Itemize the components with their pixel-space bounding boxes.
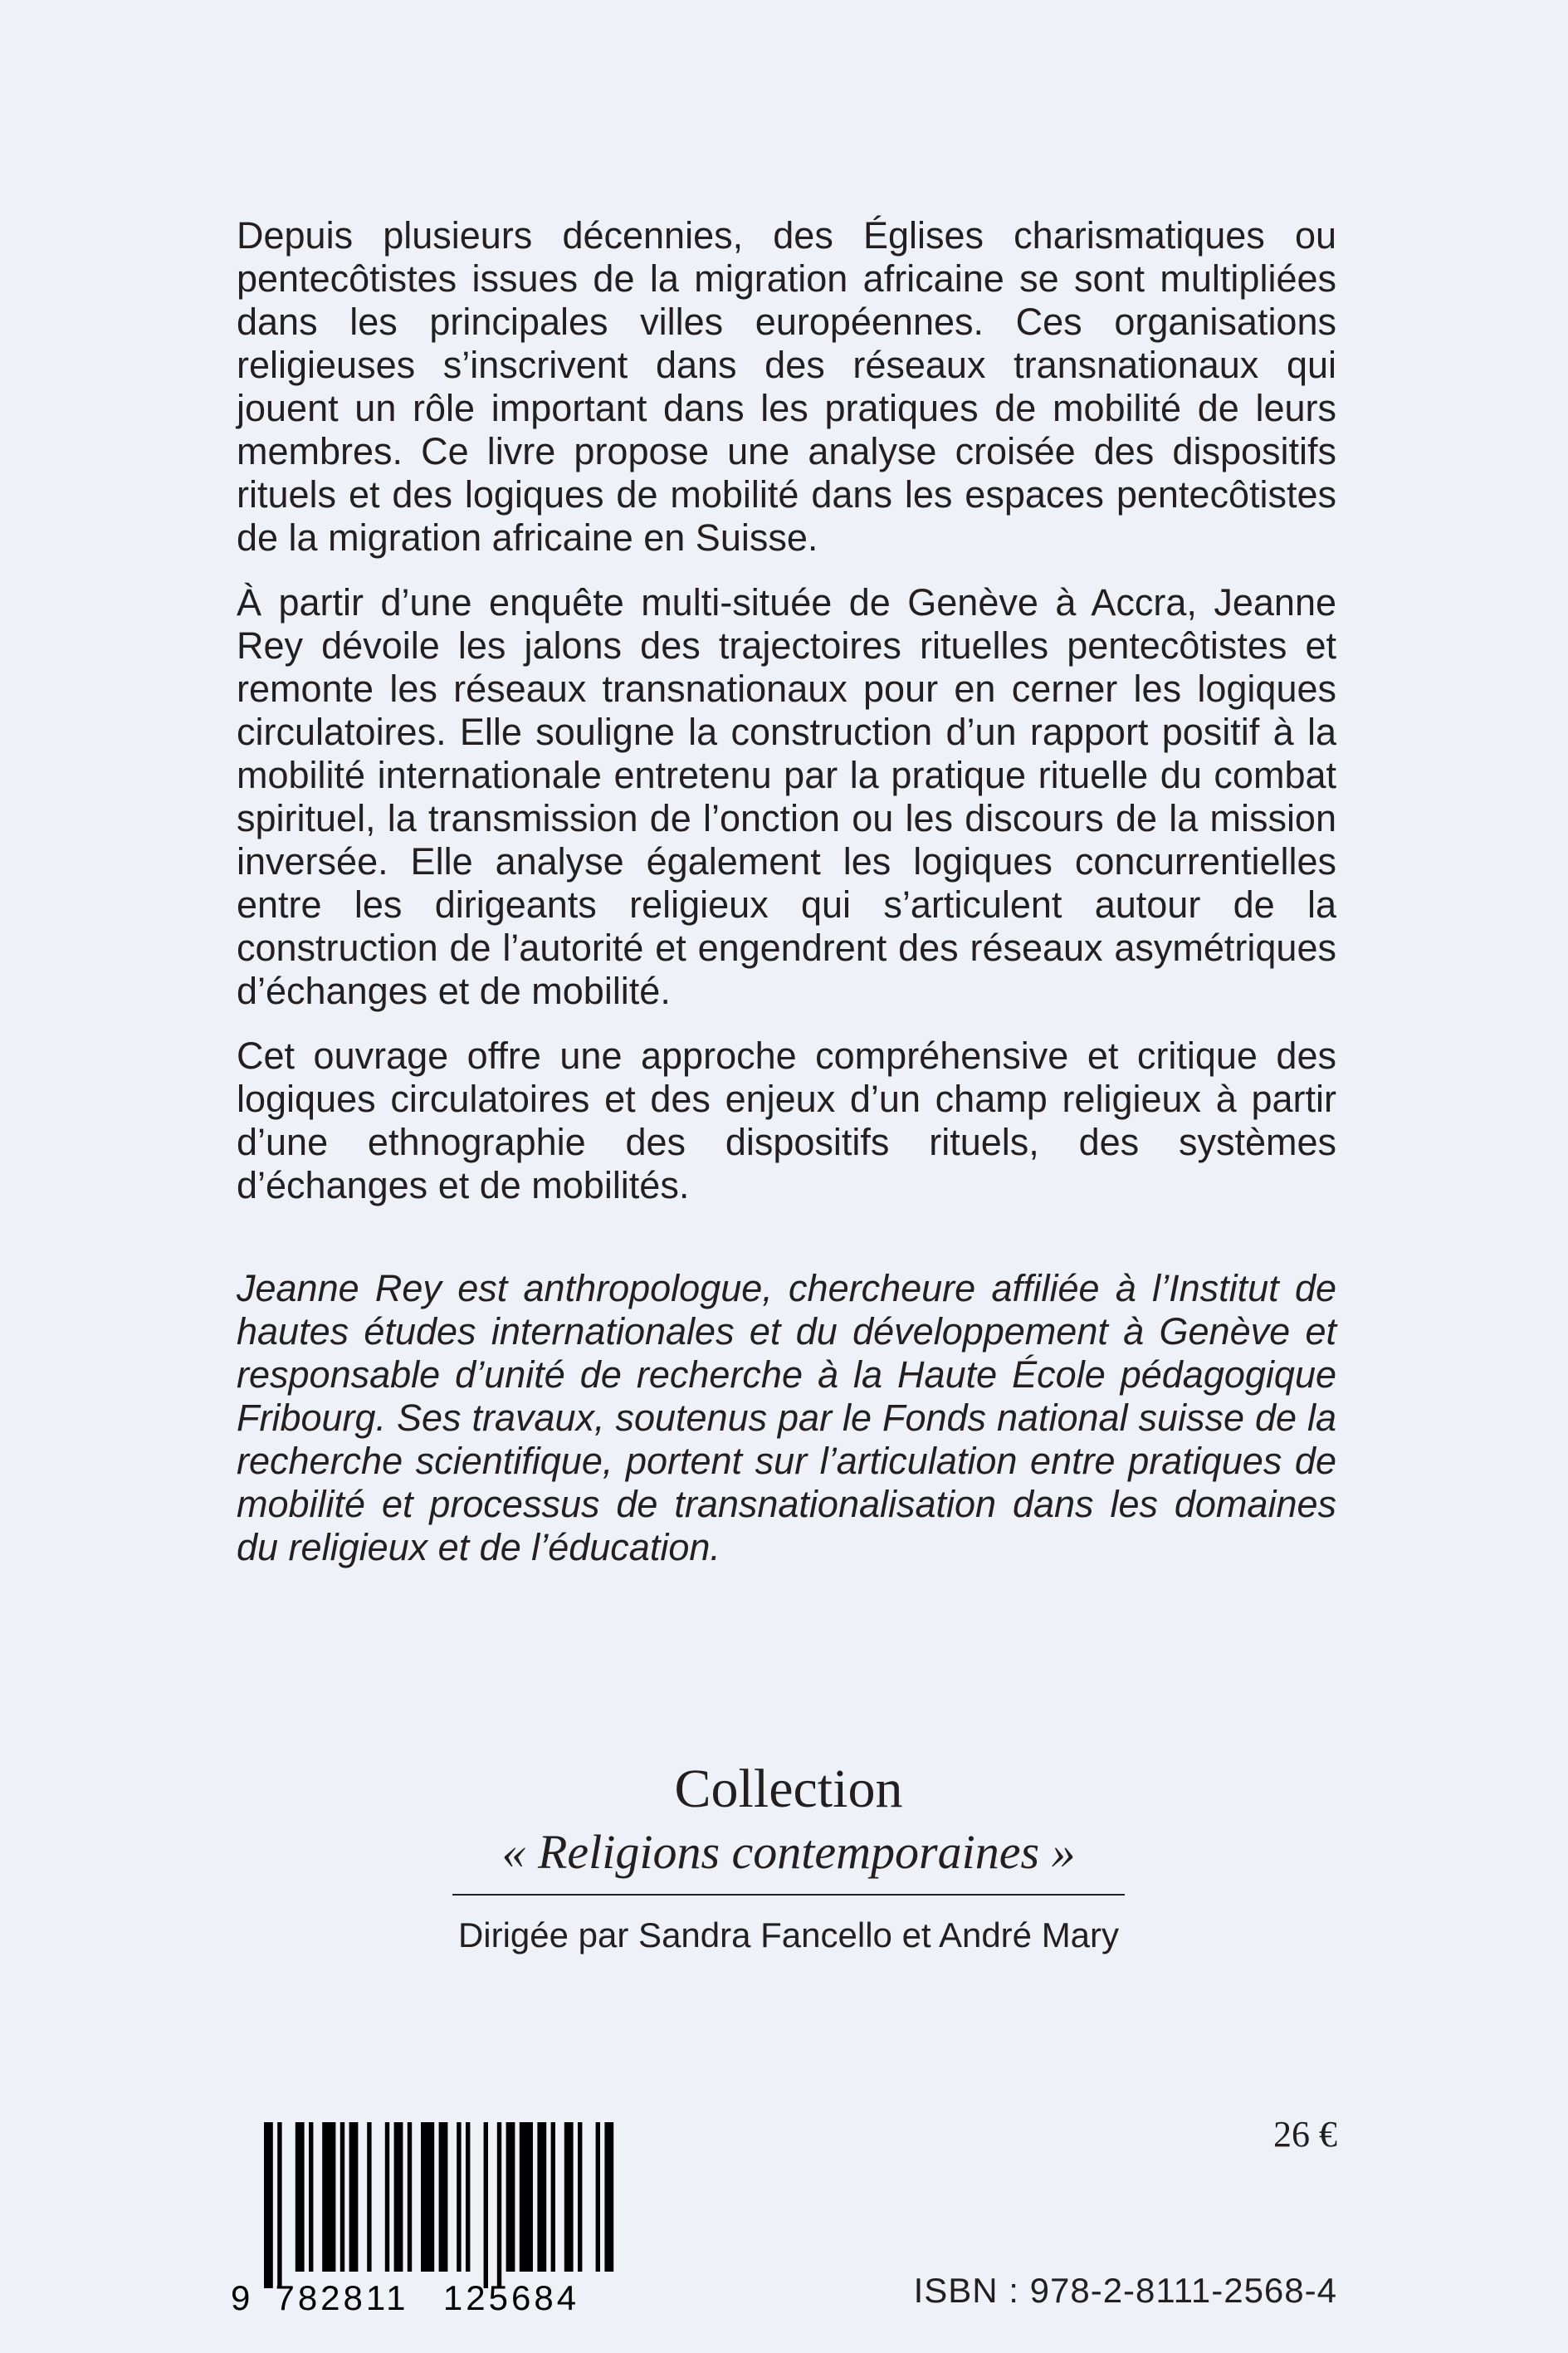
collection-title: Collection: [674, 1759, 903, 1819]
barcode-bar: [296, 2122, 305, 2272]
barcode-bar: [367, 2122, 371, 2272]
barcode-bar: [277, 2122, 281, 2288]
barcode-bar: [264, 2122, 273, 2288]
author-bio: Jeanne Rey est anthropologue, chercheure affiliée à l’Institut de hautes études internationales et du développement à Genève et responsable d’unité de recherche à la Haute École pédagogique Fribourg. Ses travaux, soutenus par le Fonds national suisse de la recherche scientifique, portent sur l’articulation entre pratiques de mobilité et processus de transnationalisation dans les domaines du religieux et de l’éducation.: [237, 1267, 1336, 1568]
isbn-label: ISBN : 978-2-8111-2568-4: [913, 2271, 1337, 2310]
barcode-bar: [349, 2122, 359, 2272]
barcode-bar: [564, 2122, 574, 2272]
barcode-bar: [408, 2122, 412, 2272]
barcode-bar: [596, 2122, 600, 2272]
barcode-bar: [578, 2122, 582, 2272]
barcode-bar: [309, 2122, 313, 2272]
collection-series-name: « Religions contemporaines »: [501, 1825, 1076, 1879]
barcode-bar: [551, 2122, 555, 2272]
collection-divider: [452, 1894, 1125, 1896]
barcode-bar: [394, 2122, 403, 2272]
collection-directors: Dirigée par Sandra Fancello et André Mary: [457, 1915, 1120, 1954]
blurb-paragraph-2: À partir d’une enquête multi-située de Genève à Accra, Jeanne Rey dévoile les jalons des trajectoires rituelles pentecôtistes et remonte les réseaux transnationaux pour en cerner les logiques circulatoires. Elle souligne la construction d’un rapport positif à la mobilité internationale entretenu par la pratique rituelle du combat spirituel, la transmission de l’onction ou les discours de la mission inversée. Elle analyse également les logiques concurrentielles entre les dirigeants religieux qui s’articulent autour de la construction de l’autorité et engendrent des réseaux asymétriques d’échanges et de mobilité.: [237, 581, 1336, 1012]
barcode-bar: [421, 2122, 434, 2272]
price-label: 26 €: [1273, 2114, 1337, 2155]
barcode-bar: [340, 2122, 344, 2272]
barcode-bar: [604, 2122, 613, 2272]
back-cover-blurb: [237, 214, 1336, 1591]
barcode-bar: [520, 2122, 533, 2272]
barcode-icon: [231, 2122, 629, 2313]
barcode-bar: [466, 2122, 470, 2272]
barcode-bar: [484, 2122, 488, 2288]
barcode-bar: [385, 2122, 389, 2272]
blurb-paragraph-3: Cet ouvrage offre une approche compréhensive et critique des logiques circulatoires et des enjeux d’un champ religieux à partir d’une ethnographie des dispositifs rituels, des systèmes d’échanges et de mobilités.: [237, 1035, 1336, 1206]
collection-block: [452, 1756, 1125, 1960]
barcode-first-digit: 9: [231, 2278, 251, 2313]
barcode-left-digits: 782811: [275, 2278, 409, 2313]
barcode-bar: [537, 2122, 546, 2272]
barcode-bar: [457, 2122, 461, 2272]
barcode-bar: [497, 2122, 501, 2288]
barcode-bar: [322, 2122, 335, 2272]
blurb-paragraph-1: Depuis plusieurs décennies, des Églises charismatiques ou pentecôtistes issues de la migration africaine se sont multipliées dans les principales villes européennes. Ces organisations religieuses s’inscrivent dans des réseaux transnationaux qui jouent un rôle important dans les pratiques de mobilité de leurs membres. Ce livre propose une analyse croisée des dispositifs rituels et des logiques de mobilité dans les espaces pentecôtistes de la migration africaine en Suisse.: [237, 214, 1336, 559]
barcode-right-digits: 125684: [442, 2278, 580, 2313]
barcode-bar: [506, 2122, 515, 2272]
barcode-bar: [439, 2122, 448, 2272]
